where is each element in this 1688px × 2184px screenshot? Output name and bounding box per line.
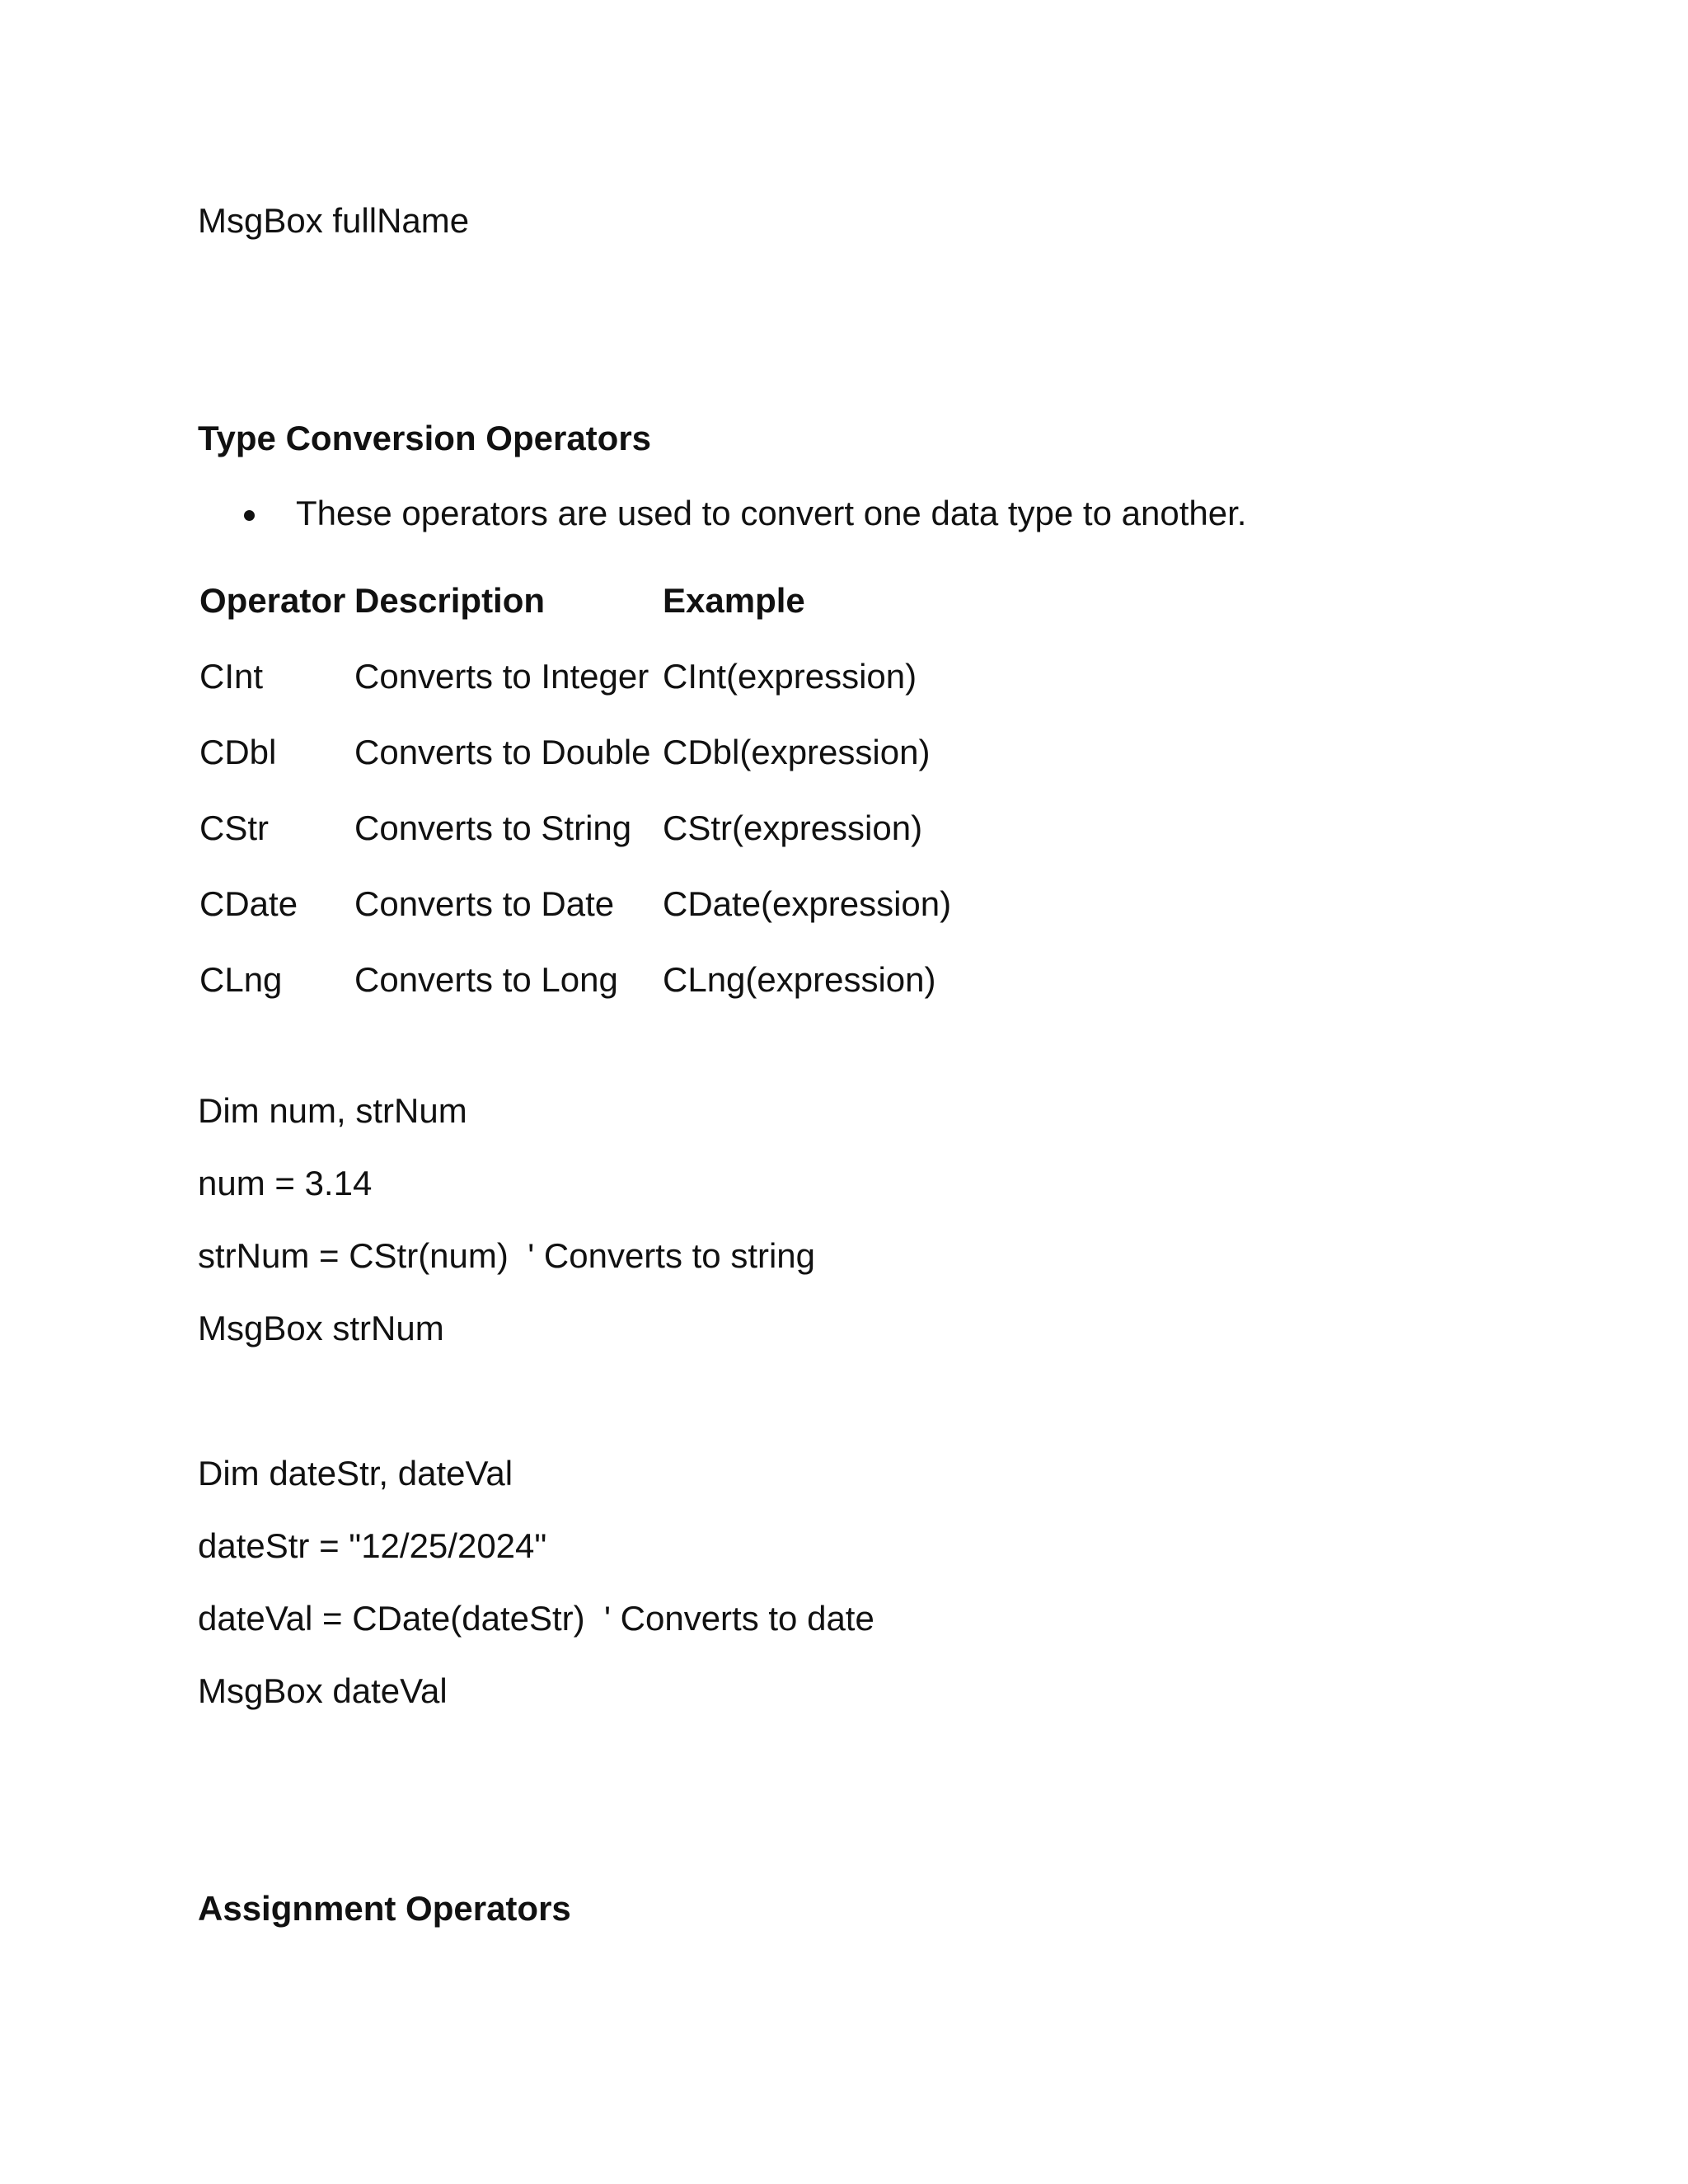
- table-header-example: Example: [663, 581, 805, 620]
- code-line: strNum = CStr(num) ' Converts to string: [198, 1236, 816, 1275]
- table-cell-description: Converts to Double: [354, 733, 651, 771]
- bullet-icon: [244, 510, 255, 521]
- table-cell-example: CDate(expression): [663, 884, 952, 923]
- code-line: Dim num, strNum: [198, 1091, 467, 1130]
- code-line-msgbox-fullname: MsgBox fullName: [198, 201, 470, 240]
- table-row: [199, 866, 1009, 942]
- code-line: num = 3.14: [198, 1164, 373, 1202]
- code-line: MsgBox dateVal: [198, 1671, 448, 1710]
- bullet-text: These operators are used to convert one data type to another.: [296, 494, 1247, 532]
- table-cell-description: Converts to Long: [354, 960, 618, 999]
- table-cell-operator: CDbl: [199, 733, 277, 771]
- section-heading-type-conversion: Type Conversion Operators: [198, 419, 652, 457]
- table-cell-description: Converts to String: [354, 808, 632, 847]
- code-line: Dim dateStr, dateVal: [198, 1454, 513, 1493]
- table-header-row: [199, 563, 1009, 639]
- table-cell-operator: CStr: [199, 808, 269, 847]
- type-conversion-table: [199, 563, 1009, 1018]
- table-row: [199, 790, 1009, 866]
- table-row: [199, 639, 1009, 715]
- table-cell-example: CLng(expression): [663, 960, 936, 999]
- table-header-description: Description: [354, 581, 546, 620]
- code-line: dateStr = "12/25/2024": [198, 1526, 547, 1565]
- table-cell-example: CDbl(expression): [663, 733, 931, 771]
- section-heading-assignment: Assignment Operators: [198, 1889, 571, 1928]
- table-cell-operator: CDate: [199, 884, 298, 923]
- table-cell-operator: CLng: [199, 960, 283, 999]
- code-line: dateVal = CDate(dateStr) ' Converts to date: [198, 1599, 874, 1638]
- table-cell-description: Converts to Date: [354, 884, 615, 923]
- code-line: MsgBox strNum: [198, 1309, 444, 1347]
- table-header-operator: Operator: [199, 581, 346, 620]
- table-row: [199, 715, 1009, 790]
- table-row: [199, 942, 1009, 1018]
- table-cell-example: CInt(expression): [663, 657, 917, 696]
- table-cell-description: Converts to Integer: [354, 657, 649, 696]
- table-cell-example: CStr(expression): [663, 808, 923, 847]
- table-cell-operator: CInt: [199, 657, 264, 696]
